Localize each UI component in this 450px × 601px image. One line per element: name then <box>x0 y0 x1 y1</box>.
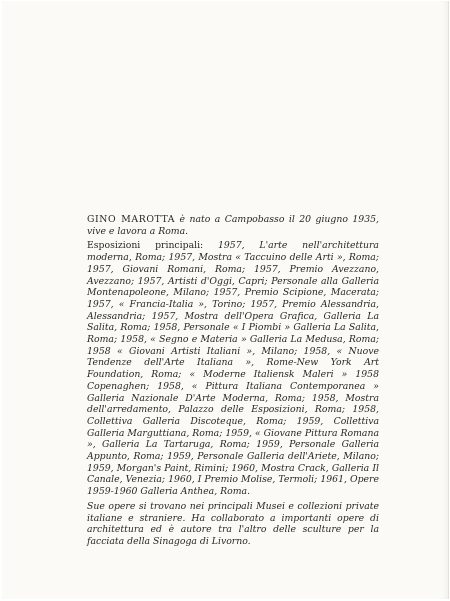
exhibitions-paragraph <box>87 240 379 497</box>
artist-name: GINO MAROTTA <box>87 214 176 225</box>
biography-text-block <box>87 214 379 548</box>
collections-paragraph: Sue opere si trovano nei principali Musei e collezioni private italiane e straniere. Ha collaborato a importanti opere di architettura ed è autore tra l'altro delle sculture per la facciata della Sinagoga di Livorno. <box>87 500 379 547</box>
bio-text: è nato a Campobasso il 20 giugno 1935, vive e lavora a Roma. <box>87 214 379 237</box>
exhibitions-label: Esposizioni principali: <box>87 240 204 252</box>
document-page <box>2 1 449 599</box>
bio-paragraph <box>87 214 379 237</box>
exhibitions-text: 1957, L'arte nell'architettura moderna, Roma; 1957, Mostra « Taccuino delle Arti », Roma; 1957, Giovani Romani, Roma; 1957, Premio Avezzano, Avezzano; 1957, Artisti d'Oggi, Capri; Personale alla Galleria Montenapoleone, Milano; 1957, Premio Scipione, Macerata; 1957, « Francia-Italia », Torino; 1957, Premio Alessandria, Alessandria; 1957, Mostra dell'Opera Grafica, Galleria La Salita, Roma; 1958, Personale « I Piombi » Galleria La Salita, Roma; 1958, « Segno e Materia » Galleria La Medusa, Roma; 1958 « Giovani Artisti Italiani », Milano; 1958, « Nuove Tendenze dell'Arte Italiana », Rome-New York Art Foundation, Roma; « Moderne Italiensk Maleri » 1958 Copenaghen; 1958, « Pittura Italiana Contemporanea » Galleria Nazionale D'Arte Moderna, Roma; 1958, Mostra dell'arredamento, Palazzo delle Esposizioni, Roma; 1958, Collettiva Galleria Discoteque, Roma; 1959, Collettiva Galleria Marguttiana, Roma; 1959, « Giovane Pittura Romana », Galleria La Tartaruga, Roma; 1959, Personale Galleria Appunto, Roma; 1959, Personale Galleria dell'Ariete, Milano; 1959, Morgan's Paint, Rimini; 1960, Mostra Crack, Galleria Il Canale, Venezia; 1960, I Premio Molise, Termoli; 1961, Opere 1959-1960 Galleria Anthea, Roma. <box>87 240 379 498</box>
